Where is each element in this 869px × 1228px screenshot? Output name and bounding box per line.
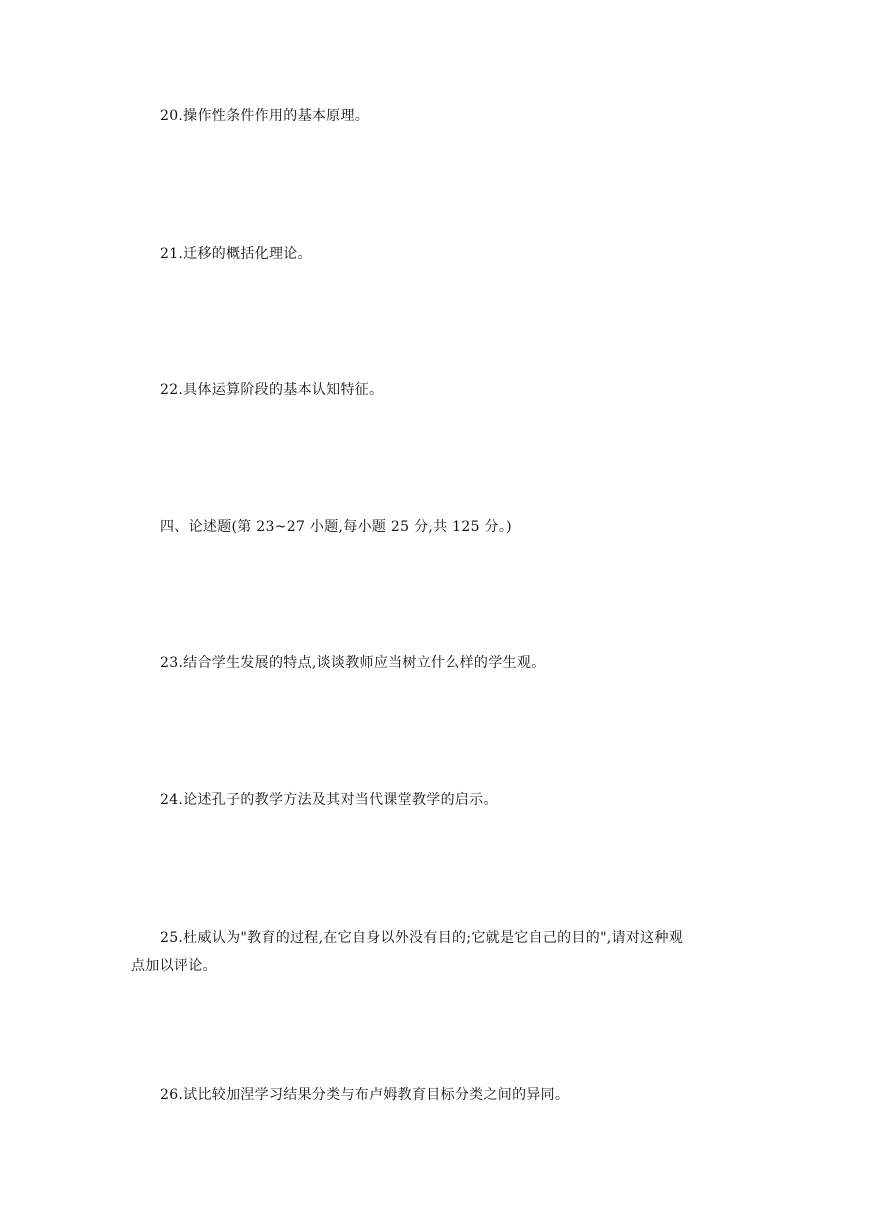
question-25-line-2: 点加以评论。	[131, 958, 217, 974]
question-25-text-1: 25.杜威认为"教育的过程,在它自身以外没有目的;它就是它自己的目的",请对这种观	[160, 930, 684, 946]
question-20: 20.操作性条件作用的基本原理。	[160, 108, 370, 124]
question-25-line-1	[131, 924, 741, 952]
question-22: 22.具体运算阶段的基本认知特征。	[160, 382, 384, 398]
section-heading-essay: 四、论述题(第 23~27 小题,每小题 25 分,共 125 分。)	[160, 519, 512, 535]
question-25	[131, 924, 741, 980]
question-23: 23.结合学生发展的特点,谈谈教师应当树立什么样的学生观。	[160, 655, 546, 671]
question-21: 21.迁移的概括化理论。	[160, 246, 312, 262]
question-24: 24.论述孔子的教学方法及其对当代课堂教学的启示。	[160, 792, 498, 808]
question-26: 26.试比较加涅学习结果分类与布卢姆教育目标分类之间的异同。	[160, 1087, 570, 1103]
